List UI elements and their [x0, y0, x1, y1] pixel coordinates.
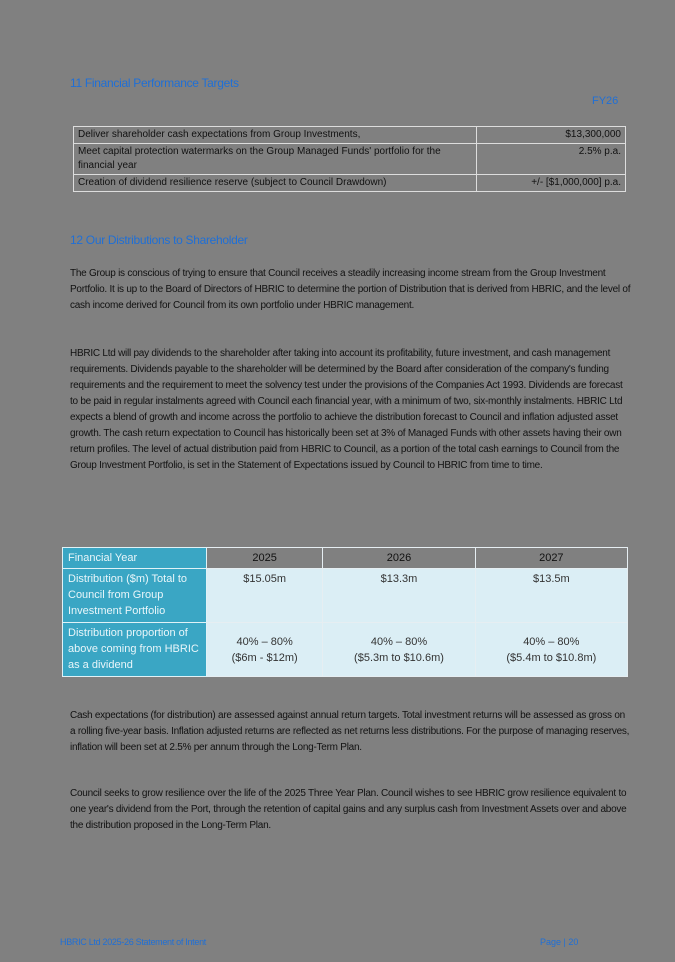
paragraph: Cash expectations (for distribution) are assessed against annual return targets. Total investment returns will be assessed as gross on a rolling five-year basis. Inflation adjusted returns are reflected as net returns less distributions. For the purpose of managing reserves, inflation will been set at 2.5% per annum through the Long-Term Plan. [70, 710, 630, 753]
section-12-heading: 12 Our Distributions to Shareholder [70, 233, 248, 247]
amount-range: ($5.4m to $10.8m) [506, 651, 597, 664]
amount-range: ($5.3m to $10.6m) [354, 651, 444, 664]
header-label: Financial Year [63, 548, 207, 569]
financial-targets-table [73, 126, 626, 192]
table-cell: $13.5m [475, 569, 627, 623]
table-cell [207, 623, 323, 677]
table-cell [475, 623, 627, 677]
table-row [63, 623, 628, 677]
target-value: $13,300,000 [477, 127, 626, 144]
percent-range: 40% – 80% [370, 635, 428, 648]
row-label: Distribution ($m) Total to Council from Group Investment Portfolio [63, 569, 207, 623]
distribution-table [62, 547, 628, 677]
table-row [74, 175, 626, 192]
row-label: Distribution proportion of above coming from HBRIC as a dividend [63, 623, 207, 677]
target-label: Meet capital protection watermarks on the Group Managed Funds' portfolio for the financial year [74, 144, 477, 175]
table-row [74, 144, 626, 175]
paragraph: The Group is conscious of trying to ensure that Council receives a steadily increasing income stream from the Group Investment Portfolio. It is up to the Board of Directors of HBRIC to determine the portion of Distribution that is derived from HBRIC, and the level of cash income derived for Council from its own portfolio under HBRIC management. [70, 268, 631, 311]
year-header: 2026 [323, 548, 475, 569]
section-11-heading: 11 Financial Performance Targets [70, 76, 239, 90]
fy-column-label: FY26 [592, 95, 619, 107]
percent-range: 40% – 80% [523, 635, 580, 648]
table-header-row [63, 548, 628, 569]
table-cell: $13.3m [323, 569, 475, 623]
table-row [63, 569, 628, 623]
table-row [74, 127, 626, 144]
footer-document-title: HBRIC Ltd 2025-26 Statement of Intent [60, 937, 206, 947]
target-label: Creation of dividend resilience reserve (subject to Council Drawdown) [74, 175, 477, 192]
paragraph: HBRIC Ltd will pay dividends to the shareholder after taking into account its profitability, future investment, and cash management requirements. Dividends payable to the shareholder will be determined by the Board after consideration of the company's funding requirements and the requirement to meet the solvency test under the provisions of the Companies Act 1993. Dividends are forecast to be paid in regular instalments agreed with Council each financial year, with a minimum of two, six-monthly instalments. HBRIC Ltd expects a blend of growth and income across the portfolio to achieve the distribution forecast to Council and inflation adjusted asset growth. The cash return expectation to Council has historically been set at 3% of Managed Funds with other assets having their own return profiles. The level of actual distribution paid from HBRIC to Council, as a portion of the total cash earnings to Council from the Group Investment Portfolio, is set in the Statement of Expectations issued by Council to HBRIC from time to time. [70, 348, 623, 471]
target-value: +/- [$1,000,000] p.a. [477, 175, 626, 192]
footer-page-number: Page | 20 [540, 937, 579, 947]
table-cell [323, 623, 475, 677]
paragraph: Council seeks to grow resilience over the life of the 2025 Three Year Plan. Council wishes to see HBRIC grow resilience equivalent to one year's dividend from the Port, through the retention of capital gains and any surplus cash from Investment Assets over and above the distribution proposed in the Long-Term Plan. [70, 788, 627, 831]
percent-range: 40% – 80% [236, 635, 293, 648]
target-label: Deliver shareholder cash expectations from Group Investments, [74, 127, 477, 144]
amount-range: ($6m - $12m) [231, 651, 298, 664]
target-value: 2.5% p.a. [477, 144, 626, 175]
year-header: 2027 [475, 548, 627, 569]
year-header: 2025 [207, 548, 323, 569]
table-cell: $15.05m [207, 569, 323, 623]
